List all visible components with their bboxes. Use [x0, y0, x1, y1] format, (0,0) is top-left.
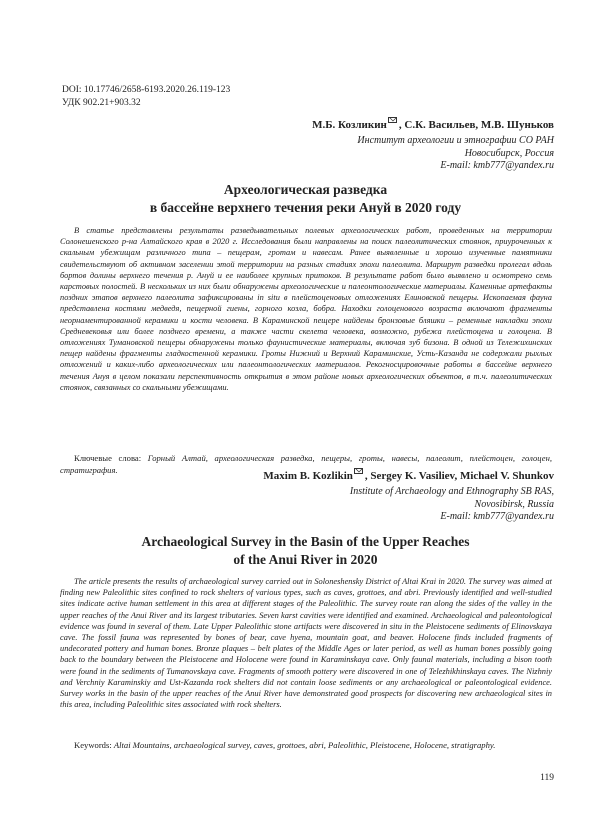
en-keywords-text: Altai Mountains, archaeological survey, caves, grottoes, abri, Paleolithic, Pleistocene, Holocene, stratigraphy. — [113, 740, 496, 750]
en-keywords — [60, 740, 552, 752]
ru-title-line2: в бассейне верхнего течения реки Ануй в 2020 году — [149, 200, 462, 215]
en-abstract: The article presents the results of archaeological survey carried out in Soloneshensky District of Altai Krai in 2020. The survey was aimed at finding new Paleolithic sites confined to rock shelters of various types, such as caves, grottoes, and abri. Previously identified and well-studied sites indicate active human settlement in this area at different stages of the Paleolithic. The survey route ran along the sides of the valley in the upper reaches of the Anui River and its largest tributaries. Seven karst cavities were identified and examined. Archaeological and paleontological evidence was found in several of them. Late Upper Paleolithic stone artifacts were discovered in situ in the Pleistocene sediments of Elinovskaya cave. The fossil fauna was represented by bones of bear, cave hyena, mountain goat, and beaver. Holocene finds included fragments of undecorated pottery and human bones. Bronze plaques – belt plates of the Middle Ages or later period, as well as human bones possibly going back to the boundary between the Pleistocene and Holocene were found in Karaminskaya cave. Only faunal materials, including a bison tooth were found in the sediments of Tumanovskaya cave. Fragments of smooth pottery were discovered in one of Telezhikhinskaya caves. The Nizhniy and Verchniy Karaminskiy and Ust-Kazanda rock shelters did not contain loose sediments or any archaeological or paleontological evidence. Survey works in the basin of the upper reaches of the Anui River have demonstrated good prospects for discovering new archaeological sites in this area, including Paleolithic sites associated with rock shelters. — [60, 577, 552, 710]
en-title-line1: Archaeological Survey in the Basin of the Upper Reaches — [141, 534, 470, 549]
en-keywords-label: Keywords: — [74, 740, 112, 750]
en-affiliation-block — [350, 486, 554, 524]
en-authors — [263, 470, 554, 482]
envelope-icon — [388, 117, 397, 123]
ru-keywords-text: Горный Алтай, археологическая разведка, пещеры, гроты, навесы, палеолит, плейстоцен, голоцен, стратиграфия. — [60, 453, 552, 475]
article-meta — [62, 84, 230, 110]
en-title-line2: of the Anui River in 2020 — [233, 552, 378, 567]
ru-affiliation-block — [357, 135, 554, 173]
en-other-authors: , Sergey K. Vasiliev, Michael V. Shunkov — [364, 470, 554, 482]
en-city: Novosibirsk, Russia — [474, 498, 554, 510]
ru-other-authors: , С.К. Васильев, М.В. Шуньков — [398, 119, 554, 131]
udk: УДК 902.21+903.32 — [62, 98, 141, 108]
ru-title-line1: Археологическая разведка — [223, 182, 388, 197]
en-email: E-mail: kmb777@yandex.ru — [440, 511, 554, 522]
doi: DOI: 10.17746/2658-6193.2020.26.119-123 — [62, 85, 231, 95]
ru-corresponding-author: М.Б. Козликин — [312, 119, 387, 131]
ru-title — [60, 181, 551, 217]
ru-city: Новосибирск, Россия — [464, 147, 554, 159]
en-affiliation: Institute of Archaeology and Ethnography SB RAS, — [349, 486, 554, 497]
en-corresponding-author: Maxim B. Kozlikin — [263, 470, 353, 482]
page-number: 119 — [540, 773, 554, 783]
ru-affiliation: Институт археологии и этнографии СО РАН — [357, 135, 554, 146]
envelope-icon — [354, 468, 363, 474]
ru-abstract: В статье представлены результаты разведывательных полевых археологических работ, проведенных на территории Солонешенского р-на Алтайского края в 2020 г. Исследования были направлены на поиск палеолитических стоянок, приуроченных к скальным убежищам различного типа – пещерам, гротам и навесам. Ранее выявленные и хорошо изученные памятники свидетельствуют об активном заселении этой территории на разных стадиях эпохи палеолита. Маршрут разведки пролегал вдоль бортов долины верхнего течения р. Ануй и ее наиболее крупных притоков. В результате работ было выявлено и осмотрено семь карстовых полостей. В нескольких из них были обнаружены археологические и палеонтологические материалы. Каменные артефакты поздних этапов верхнего палеолита зафиксированы in situ в плейстоценовых отложениях Елиновской пещеры. Ископаемая фауна представлена костями медведя, пещерной гиены, горного козла, бобра. Находки голоценового возраста включают фрагменты неорнаментированной керамики и кости человека. В Караминской пещере найдены бронзовые бляшки – ременные накладки эпохи Средневековья или более позднего времени, а также части скелета человека, возможно, рубежа плейстоцена и голоцена. В отложениях Тумановской пещеры обнаружены только фаунистические материалы, включая зуб бизона. В одной из Тележихинских пещер найдены фрагменты гладкостенной керамики. Гроты Нижний и Верхний Караминские, Усть-Казанда не содержали рыхлых отложений и каких-либо археологических или палеонтологических материалов. Рекогносцировочные работы в бассейне верхнего течения Ануя в целом показали перспективность открытия в этом районе новых археологических объектов, в т.ч. палеолитических стоянок, связанных со скальными убежищами. — [60, 226, 552, 392]
ru-keywords-label: Ключевые слова: — [74, 453, 142, 463]
ru-email: E-mail: kmb777@yandex.ru — [440, 160, 554, 171]
en-title — [60, 533, 551, 569]
ru-authors — [312, 119, 554, 131]
